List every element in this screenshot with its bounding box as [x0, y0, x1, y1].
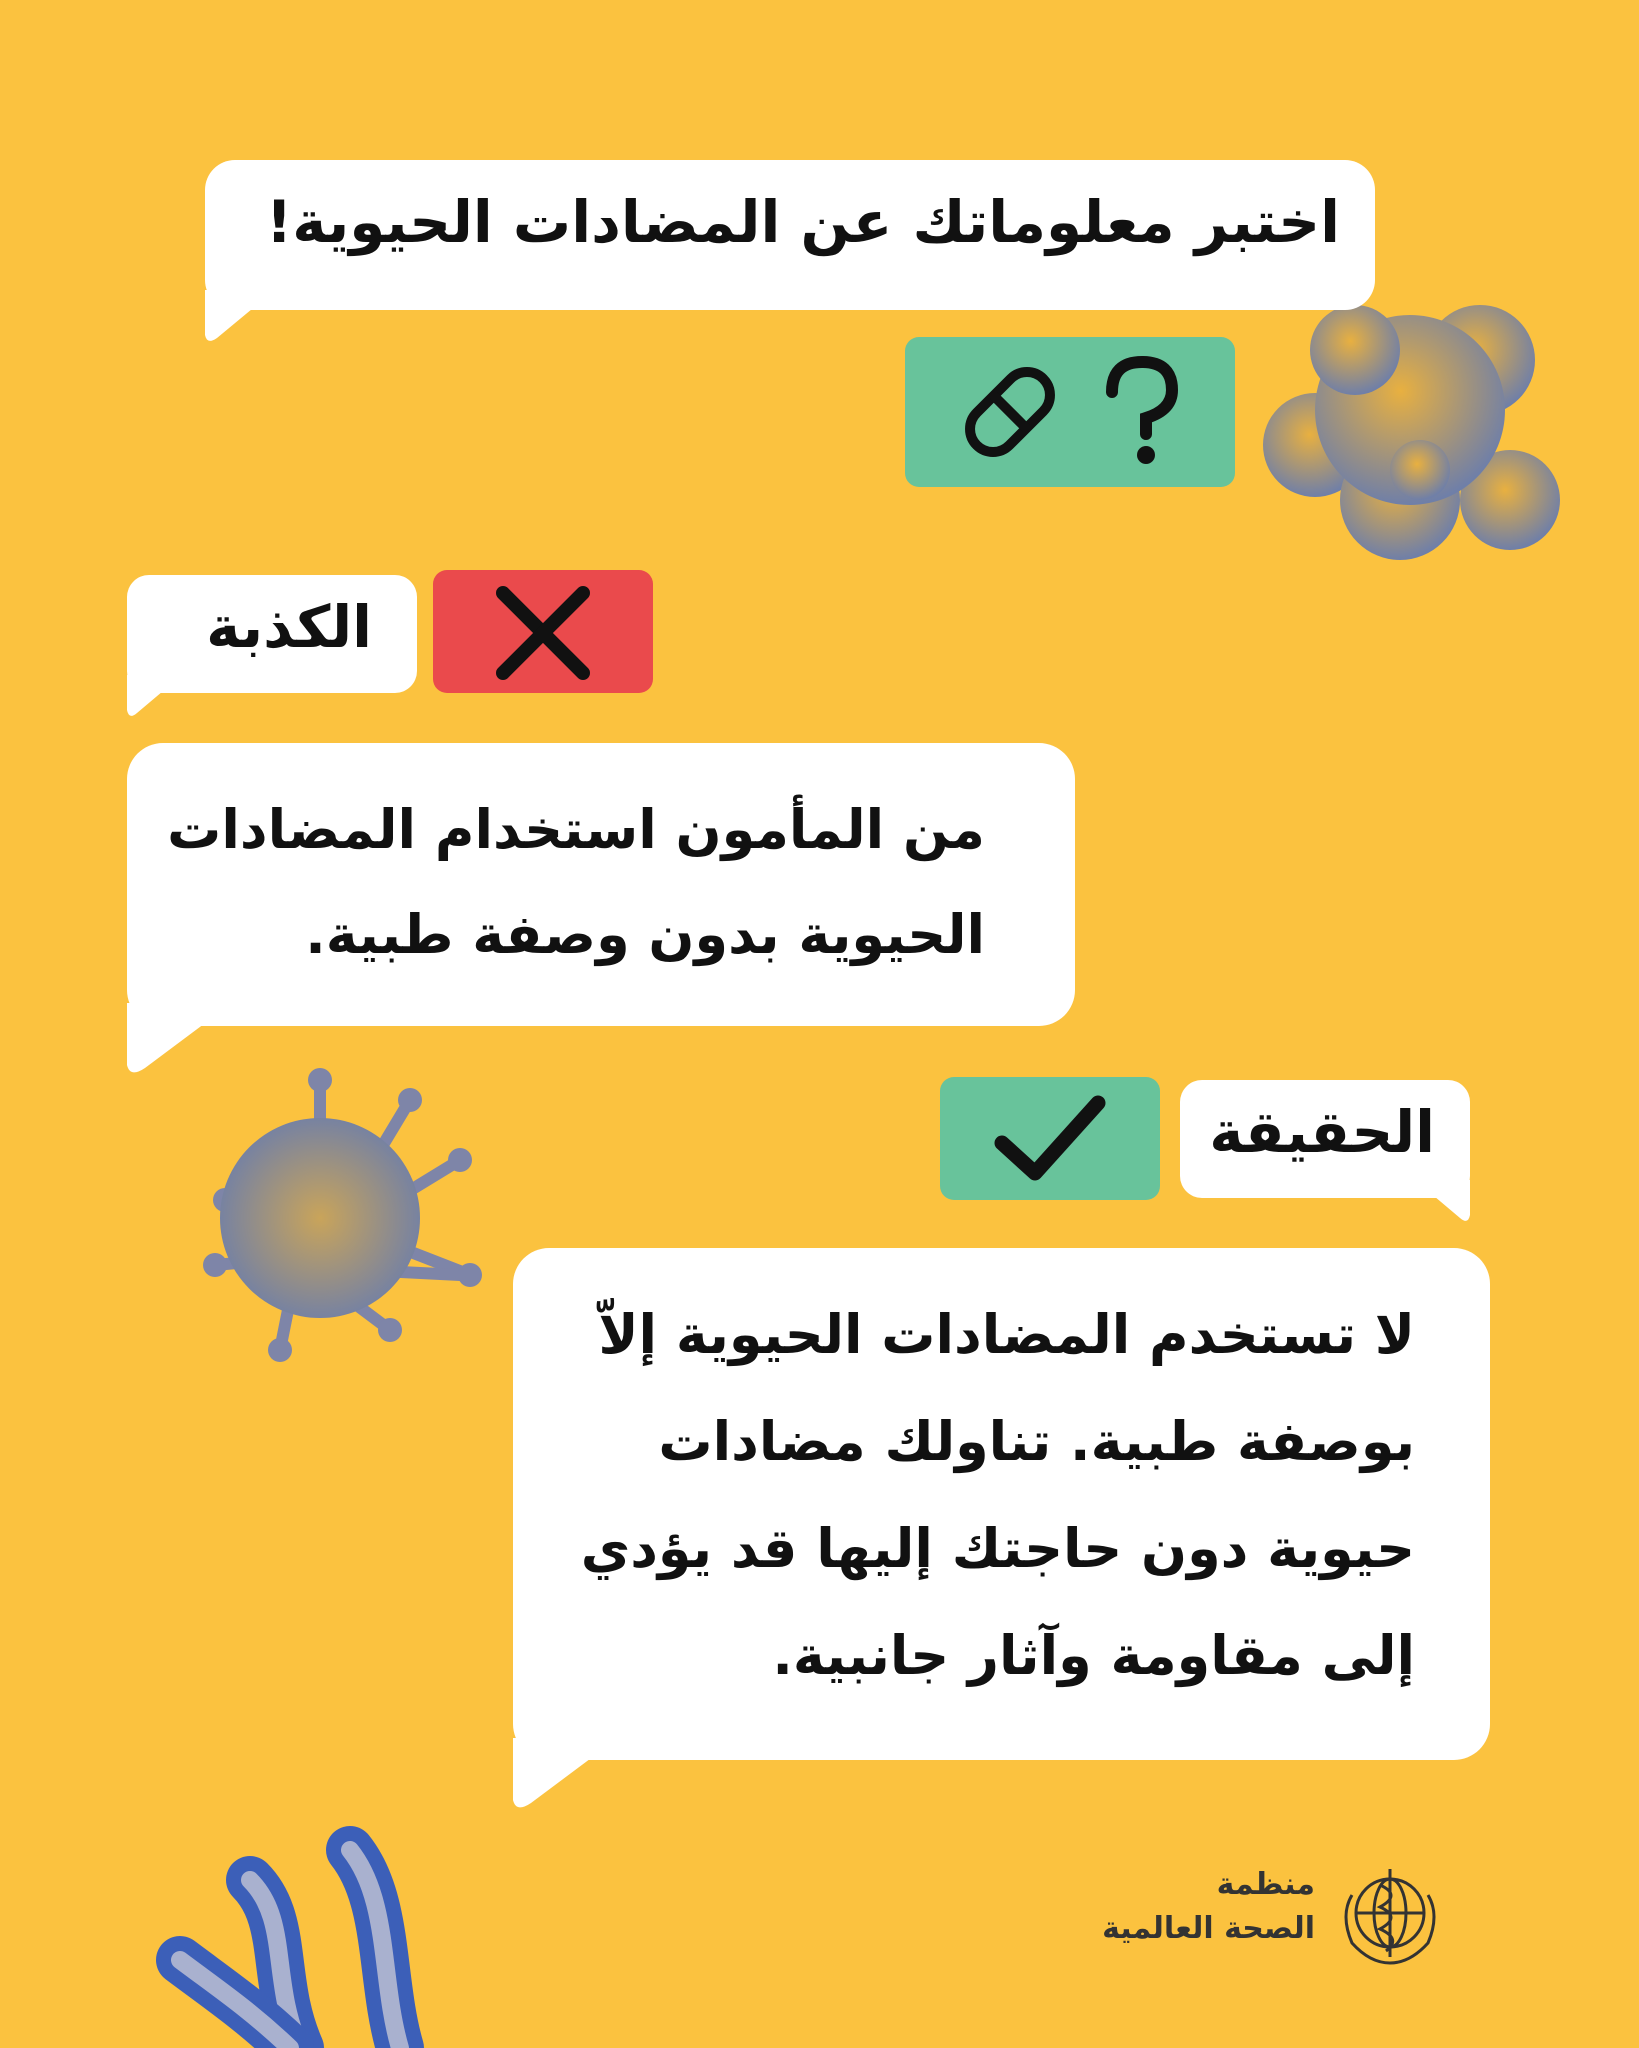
bacteria-cluster-icon [1263, 305, 1560, 560]
bubble-tail [1410, 1180, 1470, 1230]
fact-badge [940, 1077, 1160, 1200]
fact-line-4: إلى مقاومة وآثار جانبية. [772, 1624, 1415, 1687]
rod-bacteria-icon [180, 1850, 400, 2048]
who-name-line-2: الصحة العالمية [1102, 1911, 1315, 1946]
quiz-badge [905, 337, 1235, 487]
checkmark-icon [990, 1085, 1110, 1195]
myth-line-2: الحيوية بدون وصفة طبية. [305, 903, 985, 966]
myth-label: الكذبة [206, 593, 372, 661]
fact-label: الحقيقة [1209, 1098, 1435, 1166]
myth-line-1: من المأمون استخدام المضادات [167, 798, 985, 861]
pill-icon [955, 357, 1065, 467]
title-bubble [205, 160, 1375, 310]
fact-label-bubble [1180, 1080, 1470, 1198]
bubble-tail [127, 675, 187, 725]
fact-line-1: لا تستخدم المضادات الحيوية إلاّ [598, 1303, 1415, 1366]
fact-line-3: حيوية دون حاجتك إليها قد يؤدي [580, 1517, 1415, 1580]
myth-label-bubble [127, 575, 417, 693]
page-title: اختبر معلوماتك عن المضادات الحيوية! [265, 188, 1340, 256]
question-mark-icon [1100, 352, 1180, 472]
fact-line-2: بوصفة طبية. تناولك مضادات [658, 1410, 1415, 1473]
myth-bubble [127, 743, 1075, 1026]
bubble-tail [513, 1738, 633, 1828]
myth-badge [433, 570, 653, 693]
who-emblem-icon [1330, 1855, 1450, 1975]
who-logo [1050, 1855, 1450, 1975]
who-name-line-1: منظمة [1216, 1867, 1315, 1902]
bubble-tail [205, 290, 285, 350]
bubble-tail [127, 1003, 247, 1093]
x-mark-icon [488, 578, 598, 688]
fact-bubble [513, 1248, 1490, 1760]
